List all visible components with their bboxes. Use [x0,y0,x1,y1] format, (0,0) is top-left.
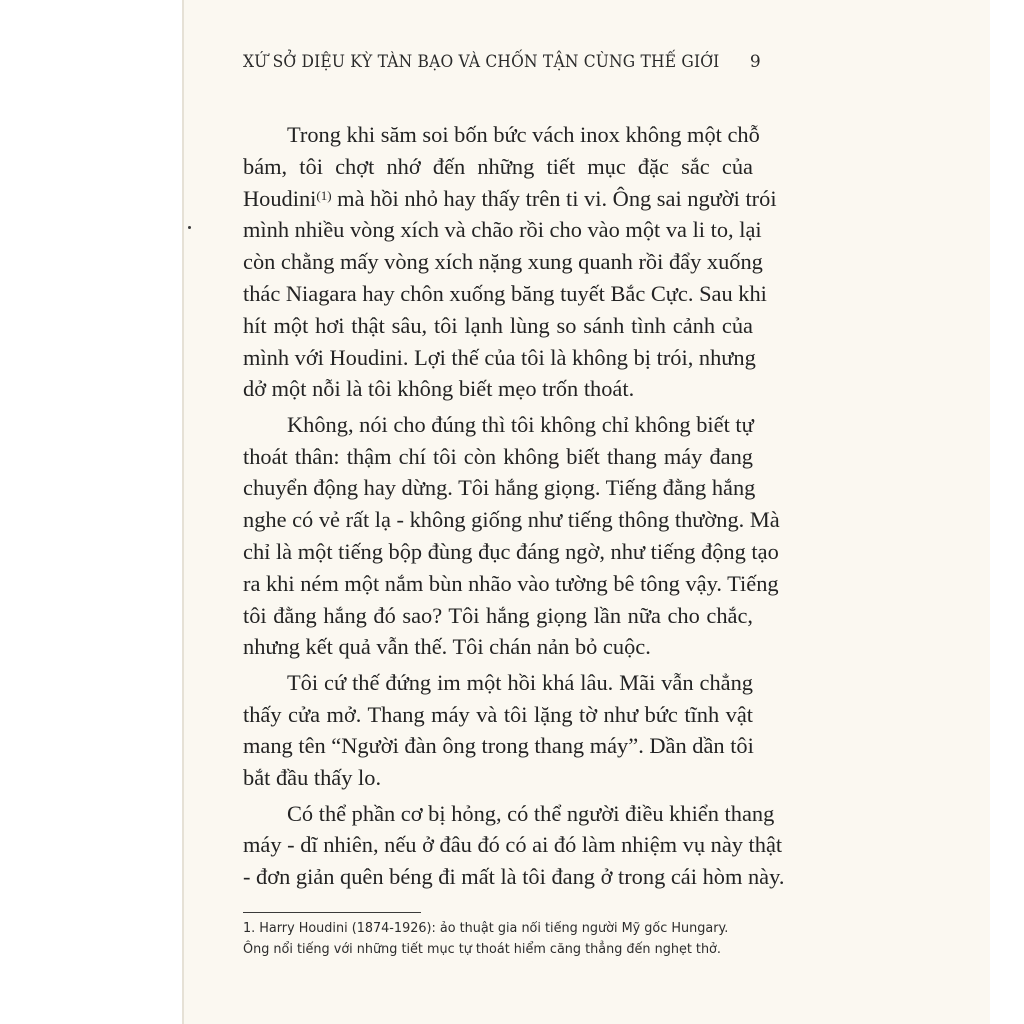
paragraph-4 [243,798,785,897]
footnote-line: 1. Harry Houdini (1874-1926): ảo thuật gia nổi tiếng người Mỹ gốc Hungary. [243,921,729,936]
text-line: Tôi cứ thế đứng im một hồi khá lâu. Mãi vẫn chẳng [287,669,753,695]
text-line: - đơn giản quên béng đi mất là tôi đang ở trong cái hòm này. [243,864,785,890]
text-line: máy - dĩ nhiên, nếu ở đâu đó có ai đó làm nhiệm vụ này thật [243,832,783,858]
text-line-with-footnote [243,183,777,215]
text-line: thấy cửa mở. Thang máy và tôi lặng tờ như bức tĩnh vật [243,701,753,727]
paragraph-2 [243,409,780,667]
text-line: thoát thân: thậm chí tôi còn không biết thang máy đang [243,443,753,469]
text-line: còn chằng mấy vòng xích nặng xung quanh rồi đẩy xuống [243,249,763,275]
running-header [243,52,763,78]
text-line: mình nhiều vòng xích và chão rồi cho vào một va li to, lại [243,217,762,243]
text-line: Không, nói cho đúng thì tôi không chỉ không biết tự [287,411,754,437]
margin-mark [188,226,191,229]
text-line: mang tên “Người đàn ông trong thang máy”. Dần dần tôi [243,733,754,759]
text-line: bắt đầu thấy lo. [243,765,382,791]
footnote [243,918,755,960]
page-number: 9 [749,52,761,72]
running-title: XỨ SỞ DIỆU KỲ TÀN BẠO VÀ CHỐN TẬN CÙNG THẾ GIỚI [243,52,720,71]
text-line: bám, tôi chợt nhớ đến những tiết mục đặc sắc của [243,153,753,179]
text-line: mình với Houdini. Lợi thế của tôi là không bị trói, nhưng [243,344,756,370]
text-line: nhưng kết quả vẫn thế. Tôi chán nản bỏ cuộc. [243,634,651,660]
text-line: hít một hơi thật sâu, tôi lạnh lùng so sánh tình cảnh của [243,312,753,338]
text-line: ra khi ném một nắm bùn nhão vào tường bê tông vậy. Tiếng [243,570,779,596]
text-fragment: Houdini [243,185,317,211]
text-line: Trong khi săm soi bốn bức vách inox không một chỗ [287,122,760,147]
body-text [243,119,785,897]
footnote-divider [243,912,421,913]
footnote-reference: (1) [316,187,332,203]
text-line: chuyển động hay dừng. Tôi hắng giọng. Tiếng đằng hắng [243,475,756,501]
text-line: chỉ là một tiếng bộp đùng đục đáng ngờ, như tiếng động tạo [243,538,779,564]
paragraph-3 [243,667,753,798]
text-line: dở một nỗi là tôi không biết mẹo trốn thoát. [243,376,635,402]
paragraph-1 [243,119,777,409]
text-line: tôi đằng hắng đó sao? Tôi hắng giọng lần nữa cho chắc, [243,602,753,628]
text-fragment: mà hồi nhỏ hay thấy trên ti vi. Ông sai người trói [331,185,777,211]
footnote-line: Ông nổi tiếng với những tiết mục tự thoát hiểm căng thẳng đến nghẹt thở. [243,942,721,957]
page-gutter-edge [182,0,184,1024]
text-line: nghe có vẻ rất lạ - không giống như tiếng thông thường. Mà [243,507,780,533]
text-line: Có thể phần cơ bị hỏng, có thể người điều khiển thang [287,800,775,826]
text-line: thác Niagara hay chôn xuống băng tuyết Bắc Cực. Sau khi [243,280,767,306]
